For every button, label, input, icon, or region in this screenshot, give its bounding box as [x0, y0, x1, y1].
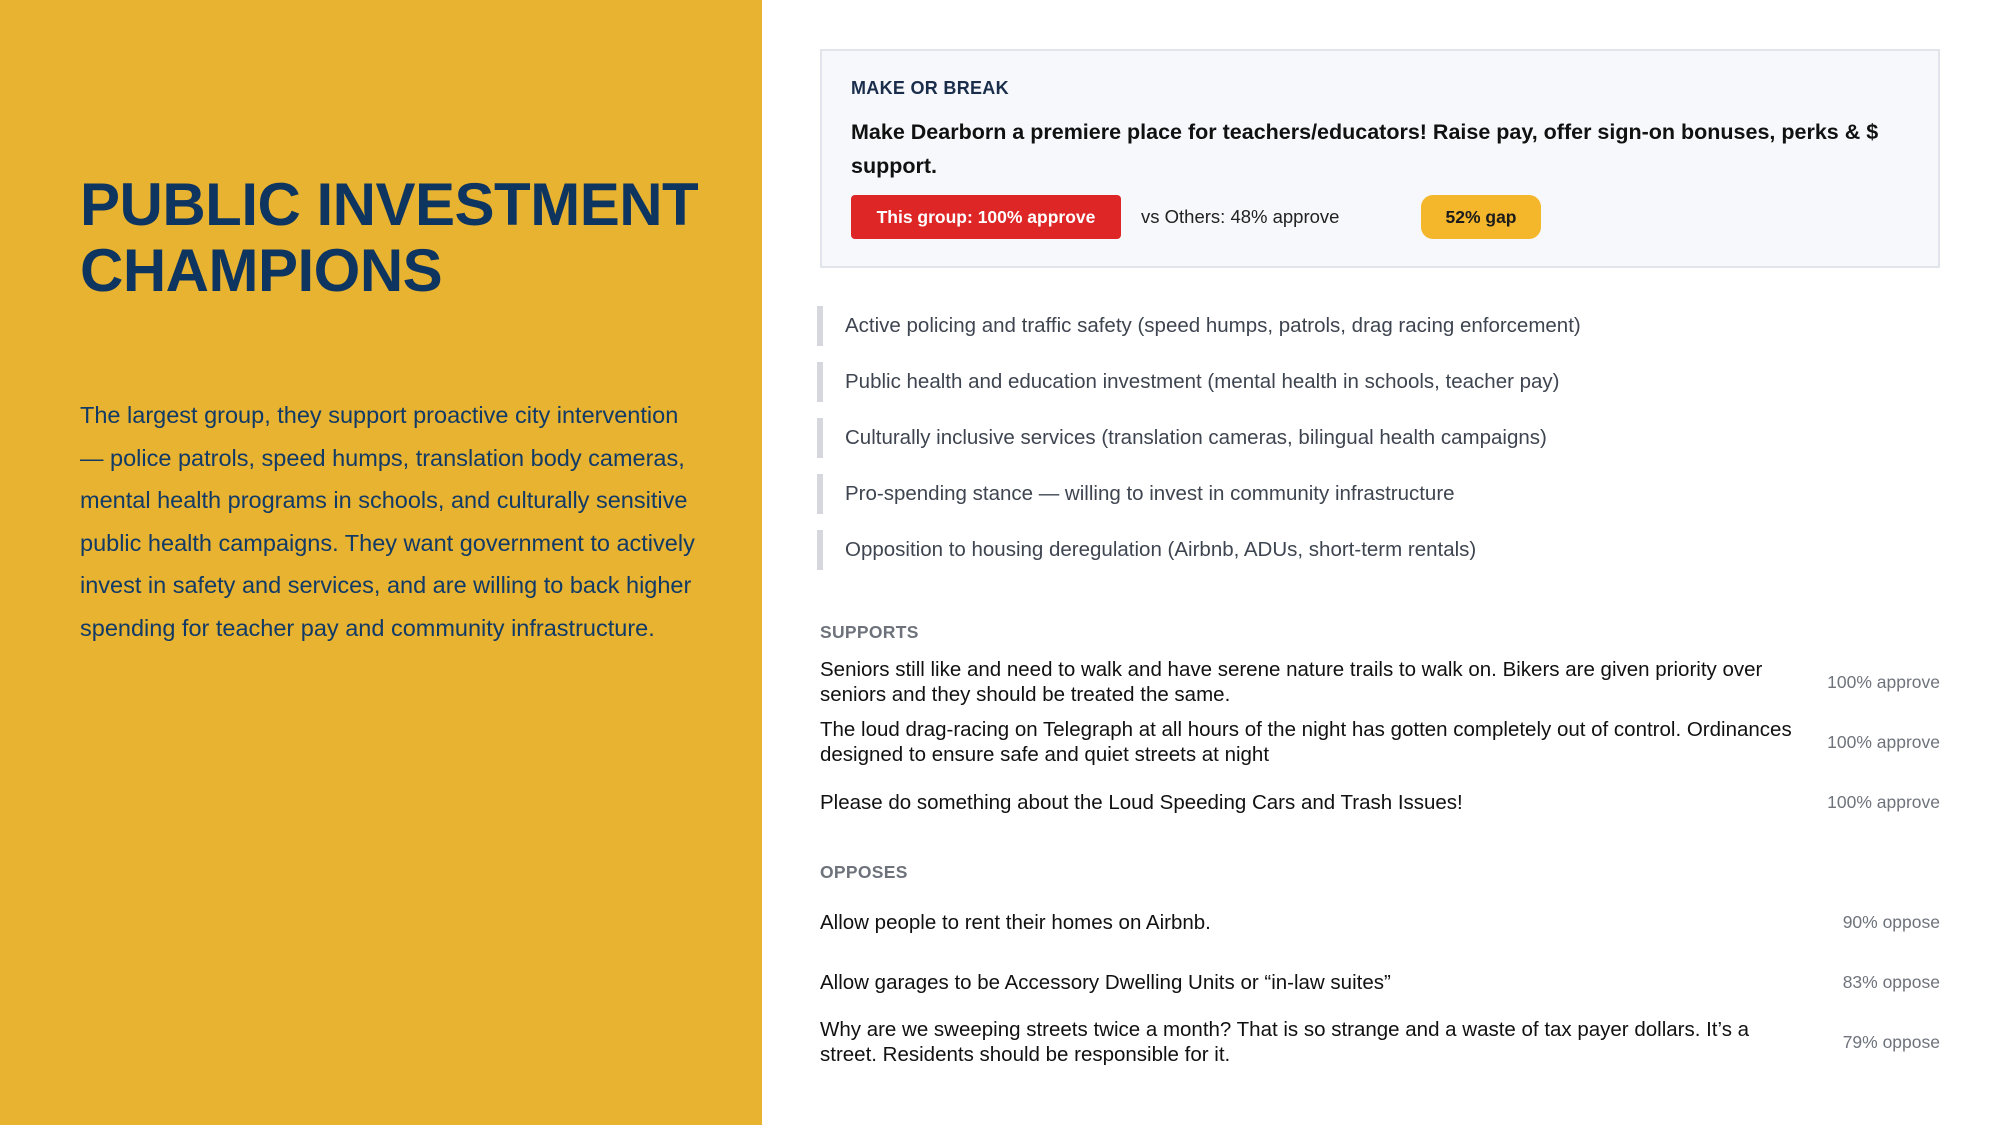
opposes-label: OPPOSES [820, 862, 908, 882]
group-approve-badge: This group: 100% approve [851, 195, 1121, 239]
make-or-break-statement: Make Dearborn a premiere place for teachers/educators! Raise pay, offer sign-on bonuses, perks & $ support. [851, 120, 1879, 178]
support-item [820, 716, 1940, 768]
oppose-item-stat: 90% oppose [1842, 911, 1940, 932]
theme-item: Active policing and traffic safety (speed humps, patrols, drag racing enforcement) [817, 306, 1937, 346]
theme-item: Culturally inclusive services (translation cameras, bilingual health campaigns) [817, 418, 1937, 458]
theme-item: Opposition to housing deregulation (Airbnb, ADUs, short-term rentals) [817, 530, 1937, 570]
others-approve-text: vs Others: 48% approve [1141, 206, 1340, 227]
group-description: The largest group, they support proactive city intervention — police patrols, speed humps, translation body cameras, mental health programs in schools, and culturally sensitive public health campaigns. They want government to actively invest in safety and services, and are willing to back higher spending for teacher pay and community infrastructure. [80, 402, 695, 641]
oppose-item [820, 956, 1940, 1008]
support-item [820, 776, 1940, 828]
oppose-item-text: Allow people to rent their homes on Airbnb. [820, 910, 1211, 934]
support-item-stat: 100% approve [1827, 731, 1940, 752]
gap-badge: 52% gap [1421, 195, 1541, 239]
support-item-stat: 100% approve [1827, 791, 1940, 812]
oppose-item-stat: 79% oppose [1842, 1031, 1940, 1052]
theme-item: Pro-spending stance — willing to invest in community infrastructure [817, 474, 1937, 514]
left-panel [0, 0, 762, 1125]
theme-item: Public health and education investment (mental health in schools, teacher pay) [817, 362, 1937, 402]
oppose-item [820, 896, 1940, 948]
support-item-text: Seniors still like and need to walk and have serene nature trails to walk on. Bikers are given priority over seniors and they should be treated the same. [820, 658, 1763, 706]
oppose-item-text: Why are we sweeping streets twice a month? That is so strange and a waste of tax payer dollars. It’s a street. Residents should be responsible for it. [820, 1018, 1750, 1066]
supports-label: SUPPORTS [820, 622, 919, 642]
make-or-break-card [820, 49, 1940, 268]
theme-list [817, 306, 1937, 586]
page-title: PUBLIC INVESTMENT CHAMPIONS [80, 171, 699, 304]
oppose-item [820, 1016, 1940, 1068]
make-or-break-label: MAKE OR BREAK [851, 78, 1009, 98]
support-item-text: The loud drag-racing on Telegraph at all hours of the night has gotten completely out of control. Ordinances designed to ensure safe and quiet streets at night [820, 718, 1792, 766]
oppose-item-text: Allow garages to be Accessory Dwelling Units or “in-law suites” [820, 970, 1391, 994]
support-item [820, 656, 1940, 708]
support-item-stat: 100% approve [1827, 671, 1940, 692]
support-item-text: Please do something about the Loud Speeding Cars and Trash Issues! [820, 790, 1463, 814]
oppose-item-stat: 83% oppose [1842, 971, 1940, 992]
